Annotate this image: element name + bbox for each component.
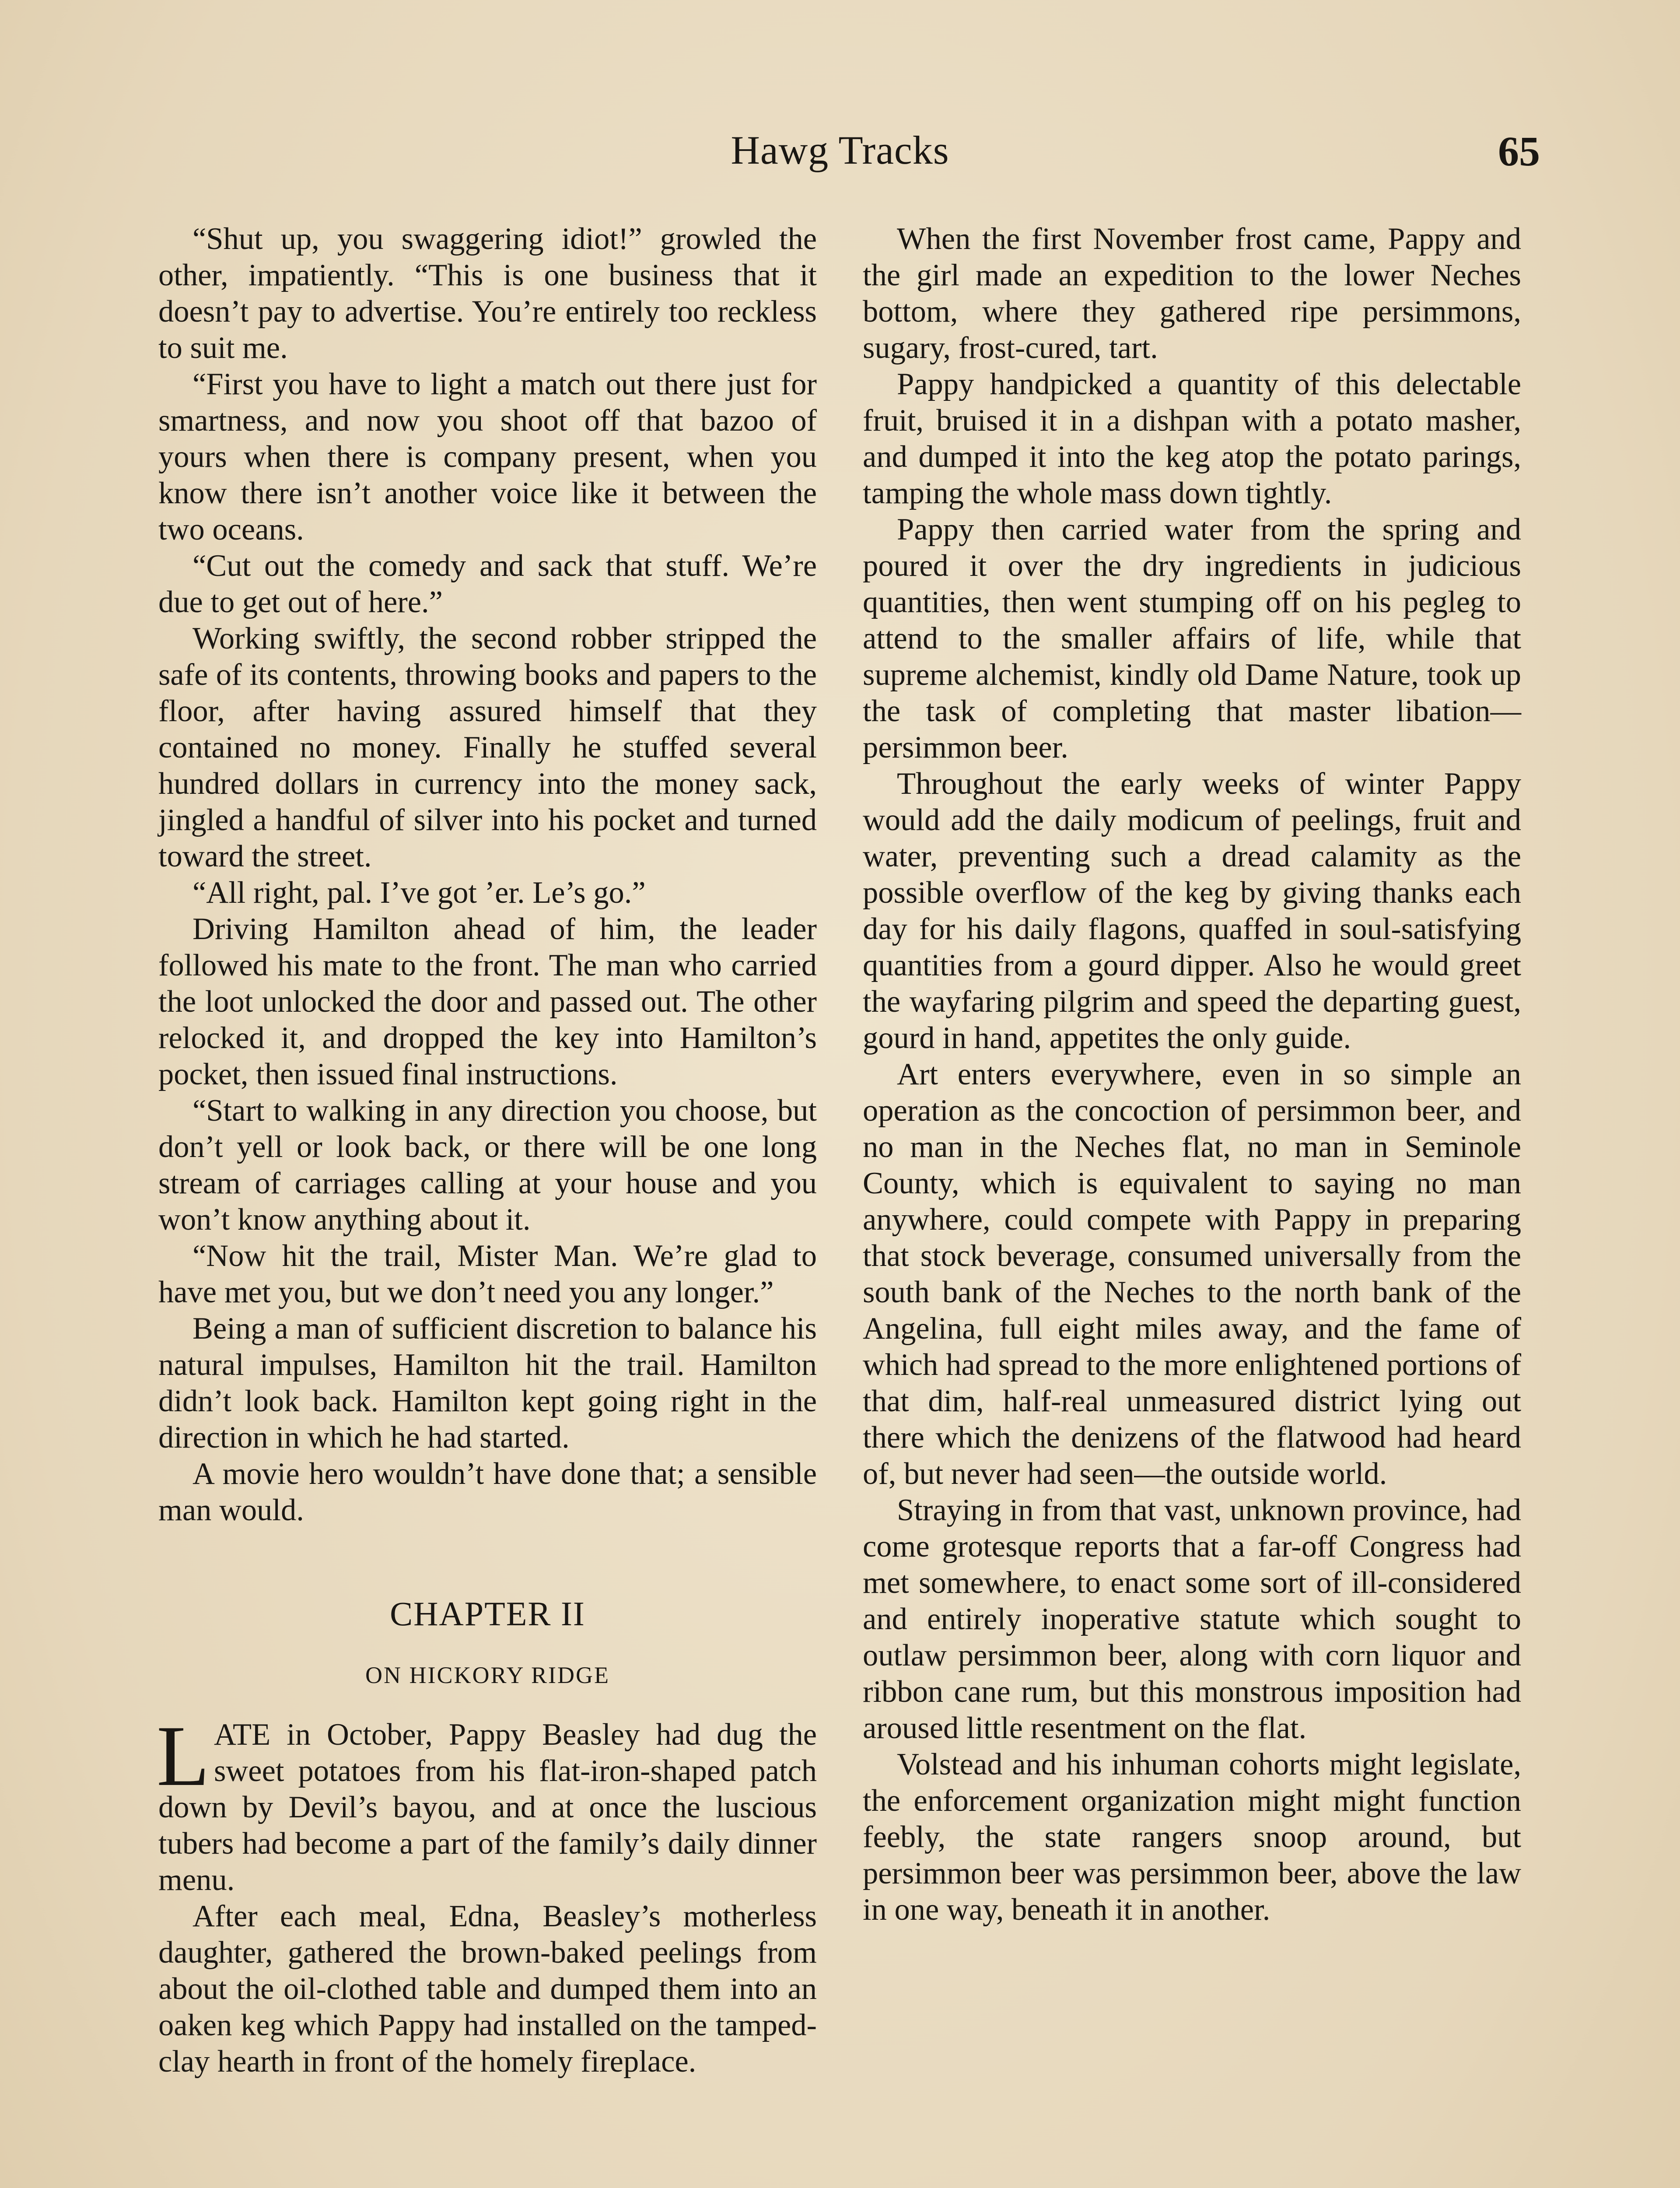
paragraph: Art enters everywhere, even in so simple an operation as the concoction of persimmon beer, and no man in the Neches flat, no man in Seminole County, which is equivalent to saying no man anywhere, could compete with Pappy in preparing that stock beverage, consumed universally from the south bank of the Neches to the north bank of the Angelina, full eight miles away, and the fame of which had spread to the more enlightened portions of that dim, half-real unmeasured district lying out there which the denizens of the flatwood had heard of, but never had seen—the outside world. — [863, 1057, 1521, 1491]
dropcap-paragraph-text: ATE in October, Pappy Beasley had dug the sweet potatoes from his flat-iron-shaped patch down by Devil’s bayou, and at once the luscious tubers had become a part of the family’s daily dinner menu. — [158, 1718, 817, 1897]
paragraph: “Now hit the trail, Mister Man. We’re glad to have met you, but we don’t need you any longer.” — [158, 1239, 817, 1309]
paragraph: “Cut out the comedy and sack that stuff. We’re due to get out of here.” — [158, 549, 817, 619]
paragraph: After each meal, Edna, Beasley’s motherless daughter, gathered the brown-baked peelings from about the oil-clothed table and dumped them into an oaken keg which Pappy had installed on the tamped-clay hearth in front of the homely fireplace. — [158, 1899, 817, 2079]
running-title: Hawg Tracks — [731, 128, 949, 172]
left-column — [158, 221, 817, 2080]
paragraph: “Start to walking in any direction you choose, but don’t yell or look back, or there will be one long stream of carriages calling at your house and you won’t know anything about it. — [158, 1094, 817, 1237]
paragraph: Being a man of sufficient discretion to balance his natural impulses, Hamilton hit the trail. Hamilton didn’t look back. Hamilton kept going right in the direction in which he had started. — [158, 1311, 817, 1455]
paragraph: Driving Hamilton ahead of him, the leader followed his mate to the front. The man who carried the loot unlocked the door and passed out. The other relocked it, and dropped the key into Hamilton’s pocket, then issued final instructions. — [158, 912, 817, 1091]
paragraph: Pappy then carried water from the spring and poured it over the dry ingredients in judicious quantities, then went stumping off on his pegleg to attend to the smaller affairs of life, while that supreme alchemist, kindly old Dame Nature, took up the task of completing that master libation—persimmon beer. — [863, 512, 1521, 764]
paragraph: When the first November frost came, Pappy and the girl made an expedition to the lower Neches bottom, where they gathered ripe persimmons, sugary, frost-cured, tart. — [863, 222, 1521, 365]
running-head — [0, 127, 1680, 179]
paragraph: Throughout the early weeks of winter Pappy would add the daily modicum of peelings, fruit and water, preventing such a dread calamity as the possible overflow of the keg by giving thanks each day for his daily flagons, quaffed in soul-satisfying quantities from a gourd dipper. Also he would greet the wayfaring pilgrim and speed the departing guest, gourd in hand, appetites the only guide. — [863, 767, 1521, 1055]
page-number: 65 — [1498, 128, 1540, 175]
paragraph: A movie hero wouldn’t have done that; a sensible man would. — [158, 1457, 817, 1527]
right-column — [863, 221, 1521, 1928]
chapter-subtitle: ON HICKORY RIDGE — [365, 1662, 610, 1688]
paragraph: Pappy handpicked a quantity of this delectable fruit, bruised it in a dishpan with a potato masher, and dumped it into the keg atop the potato parings, tamping the whole mass down tightly. — [863, 367, 1521, 510]
paragraph: “First you have to light a match out there just for smartness, and now you shoot off that bazoo of yours when there is company present, when you know there isn’t another voice like it between the two oceans. — [158, 367, 817, 547]
dropcap-paragraph — [157, 1708, 817, 1898]
paragraph: “Shut up, you swaggering idiot!” growled the other, impatiently. “This is one business that it doesn’t pay to advertise. You’re entirely too reckless to suit me. — [158, 222, 817, 365]
paragraph: Straying in from that vast, unknown province, had come grotesque reports that a far-off Congress had met somewhere, to enact some sort of ill-considered and entirely inoperative statute which sought to outlaw persimmon beer, along with corn liquor and ribbon cane rum, but this monstrous imposition had aroused little resentment on the flat. — [863, 1493, 1521, 1745]
paragraph: Volstead and his inhuman cohorts might legislate, the enforcement organization might might function feebly, the state rangers snoop around, but persimmon beer was persimmon beer, above the law in one way, beneath it in another. — [863, 1747, 1521, 1927]
paragraph: Working swiftly, the second robber stripped the safe of its contents, throwing books and papers to the floor, after having assured himself that they contained no money. Finally he stuffed several hundred dollars in currency into the money sack, jingled a handful of silver into his pocket and turned toward the street. — [158, 621, 817, 873]
paragraph: “All right, pal. I’ve got ’er. Le’s go.” — [192, 876, 646, 910]
chapter-heading: CHAPTER II — [390, 1595, 585, 1633]
drop-cap: L — [157, 1708, 210, 1804]
